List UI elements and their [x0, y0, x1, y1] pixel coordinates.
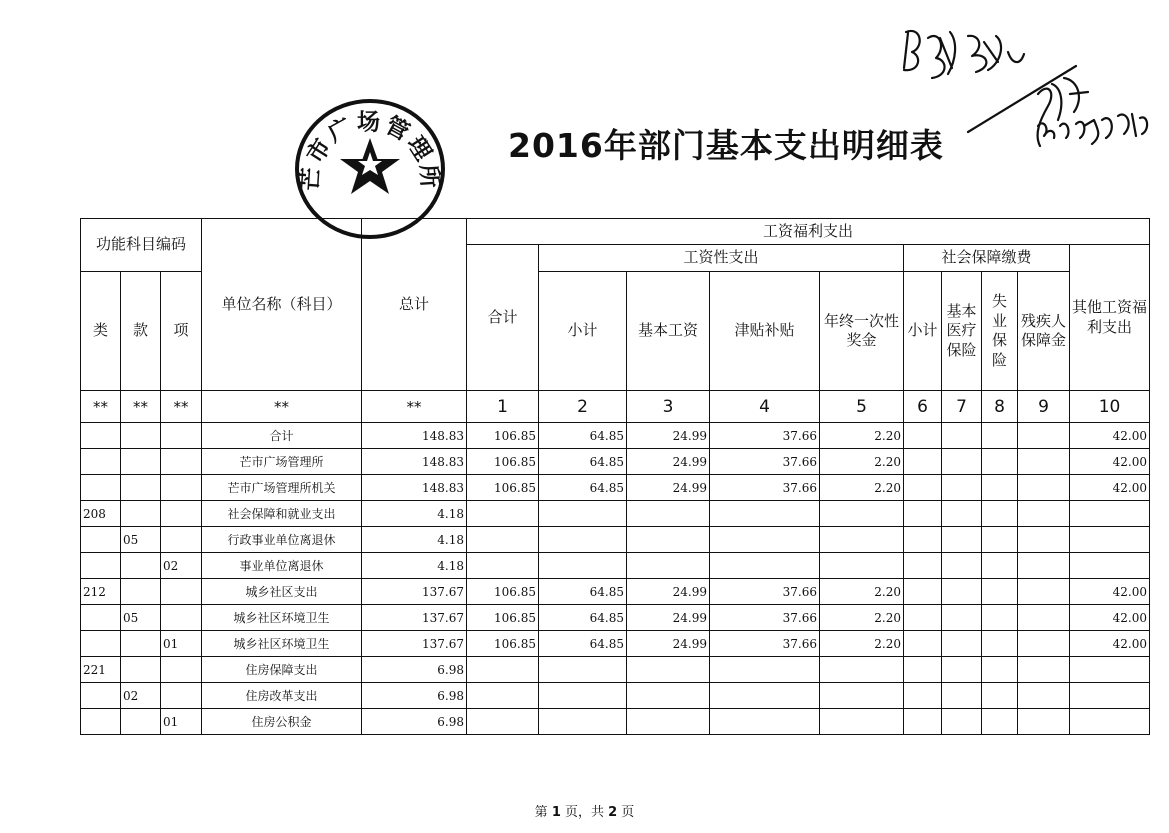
cell-basic-wage	[627, 501, 710, 527]
cell-xiang: 01	[161, 709, 202, 735]
cell-kuan	[121, 475, 161, 501]
budget-table	[80, 218, 1150, 735]
cell-other-welfare	[1070, 709, 1150, 735]
cell-medical	[942, 631, 982, 657]
cell-xiang: 01	[161, 631, 202, 657]
cell-medical	[942, 501, 982, 527]
cell-disabled	[1018, 553, 1070, 579]
cell-xiang	[161, 423, 202, 449]
cell-basic-wage: 24.99	[627, 449, 710, 475]
cell-kuan	[121, 709, 161, 735]
cell-unemployment	[982, 631, 1018, 657]
table-row	[81, 657, 1150, 683]
cell-total: 4.18	[362, 501, 467, 527]
cell-ss-subtotal	[904, 475, 942, 501]
cell-kuan: 02	[121, 683, 161, 709]
cell-unemployment	[982, 501, 1018, 527]
header-social-security: 社会保障缴费	[904, 245, 1070, 272]
cell-medical	[942, 683, 982, 709]
cell-basic-wage: 24.99	[627, 423, 710, 449]
cell-disabled	[1018, 683, 1070, 709]
cell-basic-wage: 24.99	[627, 605, 710, 631]
cell-heji: 106.85	[467, 605, 539, 631]
page-title: 2016年部门基本支出明细表	[508, 126, 944, 165]
cell-kuan	[121, 423, 161, 449]
cell-unit-name: 社会保障和就业支出	[202, 501, 362, 527]
header-allowance: 津贴补贴	[710, 272, 820, 391]
cell-kuan	[121, 449, 161, 475]
cell-heji: 106.85	[467, 579, 539, 605]
footer-suffix: 页	[617, 805, 635, 820]
cell-unit-name: 事业单位离退休	[202, 553, 362, 579]
cell-xiang	[161, 605, 202, 631]
cell-unemployment	[982, 527, 1018, 553]
col-number: 1	[467, 391, 539, 423]
cell-bonus: 2.20	[820, 579, 904, 605]
cell-bonus	[820, 657, 904, 683]
cell-bonus	[820, 527, 904, 553]
cell-ss-subtotal	[904, 683, 942, 709]
table-row	[81, 709, 1150, 735]
footer-prefix: 第	[534, 805, 552, 820]
cell-other-welfare: 42.00	[1070, 631, 1150, 657]
cell-medical	[942, 423, 982, 449]
cell-bonus: 2.20	[820, 475, 904, 501]
cell-subtotal: 64.85	[539, 579, 627, 605]
cell-ss-subtotal	[904, 501, 942, 527]
cell-allowance: 37.66	[710, 605, 820, 631]
cell-lei	[81, 553, 121, 579]
cell-ss-subtotal	[904, 657, 942, 683]
cell-heji: 106.85	[467, 475, 539, 501]
stars-cell: **	[81, 391, 121, 423]
cell-medical	[942, 579, 982, 605]
cell-unemployment	[982, 579, 1018, 605]
cell-subtotal: 64.85	[539, 605, 627, 631]
table-row	[81, 631, 1150, 657]
cell-allowance	[710, 553, 820, 579]
header-medical: 基本医疗保险	[942, 272, 982, 391]
stars-cell: **	[121, 391, 161, 423]
col-number: 6	[904, 391, 942, 423]
cell-basic-wage: 24.99	[627, 631, 710, 657]
cell-allowance	[710, 709, 820, 735]
stars-cell: **	[161, 391, 202, 423]
cell-heji	[467, 501, 539, 527]
cell-total: 137.67	[362, 605, 467, 631]
cell-kuan	[121, 579, 161, 605]
cell-bonus: 2.20	[820, 605, 904, 631]
stars-cell: **	[362, 391, 467, 423]
cell-other-welfare	[1070, 553, 1150, 579]
cell-other-welfare: 42.00	[1070, 449, 1150, 475]
col-number: 9	[1018, 391, 1070, 423]
header-number-row	[81, 391, 1150, 423]
cell-other-welfare: 42.00	[1070, 605, 1150, 631]
cell-lei	[81, 605, 121, 631]
cell-total: 137.67	[362, 579, 467, 605]
table-row	[81, 605, 1150, 631]
cell-ss-subtotal	[904, 579, 942, 605]
col-number: 4	[710, 391, 820, 423]
cell-medical	[942, 709, 982, 735]
table-row	[81, 527, 1150, 553]
col-number: 5	[820, 391, 904, 423]
cell-other-welfare	[1070, 501, 1150, 527]
cell-other-welfare	[1070, 683, 1150, 709]
cell-subtotal: 64.85	[539, 475, 627, 501]
cell-unit-name: 合计	[202, 423, 362, 449]
cell-subtotal	[539, 709, 627, 735]
cell-unemployment	[982, 683, 1018, 709]
cell-heji	[467, 683, 539, 709]
cell-unit-name: 芒市广场管理所	[202, 449, 362, 475]
cell-total: 4.18	[362, 553, 467, 579]
cell-other-welfare: 42.00	[1070, 579, 1150, 605]
footer-total: 2	[608, 805, 618, 820]
cell-heji: 106.85	[467, 631, 539, 657]
cell-subtotal: 64.85	[539, 449, 627, 475]
cell-bonus: 2.20	[820, 449, 904, 475]
cell-lei	[81, 475, 121, 501]
table-row	[81, 501, 1150, 527]
cell-other-welfare	[1070, 657, 1150, 683]
cell-subtotal: 64.85	[539, 423, 627, 449]
header-total: 总计	[362, 219, 467, 391]
cell-disabled	[1018, 631, 1070, 657]
cell-subtotal	[539, 553, 627, 579]
cell-allowance: 37.66	[710, 579, 820, 605]
header-year-end-bonus: 年终一次性奖金	[820, 272, 904, 391]
header-basic-wage: 基本工资	[627, 272, 710, 391]
cell-ss-subtotal	[904, 631, 942, 657]
table-row	[81, 579, 1150, 605]
cell-unit-name: 住房公积金	[202, 709, 362, 735]
cell-total: 148.83	[362, 423, 467, 449]
cell-subtotal	[539, 501, 627, 527]
cell-heji	[467, 657, 539, 683]
header-wage-welfare: 工资福利支出	[467, 219, 1150, 245]
col-number: 10	[1070, 391, 1150, 423]
cell-disabled	[1018, 657, 1070, 683]
cell-basic-wage	[627, 553, 710, 579]
cell-xiang	[161, 683, 202, 709]
table-row	[81, 423, 1150, 449]
cell-xiang	[161, 579, 202, 605]
cell-total: 6.98	[362, 683, 467, 709]
header-func-code: 功能科目编码	[81, 219, 202, 272]
cell-lei: 212	[81, 579, 121, 605]
table-row	[81, 553, 1150, 579]
cell-xiang	[161, 527, 202, 553]
cell-total: 4.18	[362, 527, 467, 553]
cell-total: 6.98	[362, 709, 467, 735]
cell-unit-name: 芒市广场管理所机关	[202, 475, 362, 501]
cell-ss-subtotal	[904, 449, 942, 475]
cell-subtotal	[539, 527, 627, 553]
cell-basic-wage	[627, 683, 710, 709]
header-disabled: 残疾人保障金	[1018, 272, 1070, 391]
header-unemployment: 失业保险	[982, 272, 1018, 391]
cell-unit-name: 城乡社区支出	[202, 579, 362, 605]
cell-ss-subtotal	[904, 605, 942, 631]
cell-allowance	[710, 527, 820, 553]
cell-medical	[942, 553, 982, 579]
cell-unemployment	[982, 605, 1018, 631]
cell-allowance: 37.66	[710, 631, 820, 657]
cell-unit-name: 城乡社区环境卫生	[202, 631, 362, 657]
cell-unemployment	[982, 709, 1018, 735]
cell-subtotal	[539, 657, 627, 683]
cell-bonus: 2.20	[820, 423, 904, 449]
cell-unit-name: 城乡社区环境卫生	[202, 605, 362, 631]
cell-disabled	[1018, 475, 1070, 501]
cell-unemployment	[982, 449, 1018, 475]
cell-ss-subtotal	[904, 553, 942, 579]
cell-heji	[467, 527, 539, 553]
cell-other-welfare: 42.00	[1070, 475, 1150, 501]
cell-total: 148.83	[362, 449, 467, 475]
cell-total: 137.67	[362, 631, 467, 657]
header-wage-expense: 工资性支出	[539, 245, 904, 272]
cell-total: 148.83	[362, 475, 467, 501]
cell-total: 6.98	[362, 657, 467, 683]
cell-bonus	[820, 683, 904, 709]
cell-kuan: 05	[121, 527, 161, 553]
cell-kuan	[121, 657, 161, 683]
cell-xiang	[161, 657, 202, 683]
cell-subtotal: 64.85	[539, 631, 627, 657]
cell-disabled	[1018, 579, 1070, 605]
cell-kuan	[121, 501, 161, 527]
cell-allowance	[710, 657, 820, 683]
cell-unit-name: 住房保障支出	[202, 657, 362, 683]
cell-unit-name: 行政事业单位离退休	[202, 527, 362, 553]
cell-unemployment	[982, 475, 1018, 501]
table-body	[81, 423, 1150, 735]
header-unit-name: 单位名称（科目）	[202, 219, 362, 391]
cell-heji: 106.85	[467, 449, 539, 475]
page-footer	[0, 801, 1169, 820]
header-other-welfare: 其他工资福利支出	[1070, 245, 1150, 391]
header-heji: 合计	[467, 245, 539, 391]
cell-disabled	[1018, 423, 1070, 449]
cell-xiang	[161, 501, 202, 527]
seal-text: 芒市广场管理所	[296, 108, 444, 192]
table-row	[81, 449, 1150, 475]
header-kuan: 款	[121, 272, 161, 391]
cell-disabled	[1018, 605, 1070, 631]
cell-basic-wage	[627, 709, 710, 735]
stars-cell: **	[202, 391, 362, 423]
cell-allowance: 37.66	[710, 475, 820, 501]
cell-unemployment	[982, 657, 1018, 683]
cell-basic-wage: 24.99	[627, 475, 710, 501]
cell-unemployment	[982, 553, 1018, 579]
cell-kuan	[121, 631, 161, 657]
cell-heji	[467, 709, 539, 735]
cell-medical	[942, 527, 982, 553]
cell-lei	[81, 709, 121, 735]
cell-disabled	[1018, 449, 1070, 475]
cell-allowance	[710, 501, 820, 527]
cell-allowance: 37.66	[710, 449, 820, 475]
cell-heji: 106.85	[467, 423, 539, 449]
cell-disabled	[1018, 527, 1070, 553]
header-subtotal: 小计	[539, 272, 627, 391]
col-number: 2	[539, 391, 627, 423]
cell-allowance	[710, 683, 820, 709]
cell-disabled	[1018, 501, 1070, 527]
cell-lei	[81, 449, 121, 475]
cell-ss-subtotal	[904, 527, 942, 553]
cell-unit-name: 住房改革支出	[202, 683, 362, 709]
col-number: 3	[627, 391, 710, 423]
cell-ss-subtotal	[904, 423, 942, 449]
cell-lei	[81, 527, 121, 553]
cell-heji	[467, 553, 539, 579]
header-ss-subtotal: 小计	[904, 272, 942, 391]
cell-medical	[942, 657, 982, 683]
cell-lei	[81, 631, 121, 657]
cell-lei: 208	[81, 501, 121, 527]
cell-basic-wage	[627, 657, 710, 683]
cell-medical	[942, 605, 982, 631]
footer-middle: 页，共	[560, 805, 609, 820]
cell-lei	[81, 683, 121, 709]
col-number: 8	[982, 391, 1018, 423]
cell-lei: 221	[81, 657, 121, 683]
cell-kuan: 05	[121, 605, 161, 631]
cell-allowance: 37.66	[710, 423, 820, 449]
footer-page: 1	[551, 805, 561, 820]
cell-basic-wage	[627, 527, 710, 553]
cell-disabled	[1018, 709, 1070, 735]
cell-unemployment	[982, 423, 1018, 449]
cell-basic-wage: 24.99	[627, 579, 710, 605]
col-number: 7	[942, 391, 982, 423]
cell-other-welfare	[1070, 527, 1150, 553]
cell-xiang: 02	[161, 553, 202, 579]
cell-lei	[81, 423, 121, 449]
cell-xiang	[161, 475, 202, 501]
header-lei: 类	[81, 272, 121, 391]
cell-bonus	[820, 501, 904, 527]
cell-bonus: 2.20	[820, 631, 904, 657]
cell-xiang	[161, 449, 202, 475]
cell-subtotal	[539, 683, 627, 709]
table-row	[81, 475, 1150, 501]
cell-medical	[942, 449, 982, 475]
header-xiang: 项	[161, 272, 202, 391]
cell-medical	[942, 475, 982, 501]
cell-kuan	[121, 553, 161, 579]
header-row-1	[81, 219, 1150, 245]
cell-other-welfare: 42.00	[1070, 423, 1150, 449]
cell-ss-subtotal	[904, 709, 942, 735]
cell-bonus	[820, 709, 904, 735]
cell-bonus	[820, 553, 904, 579]
table-row	[81, 683, 1150, 709]
